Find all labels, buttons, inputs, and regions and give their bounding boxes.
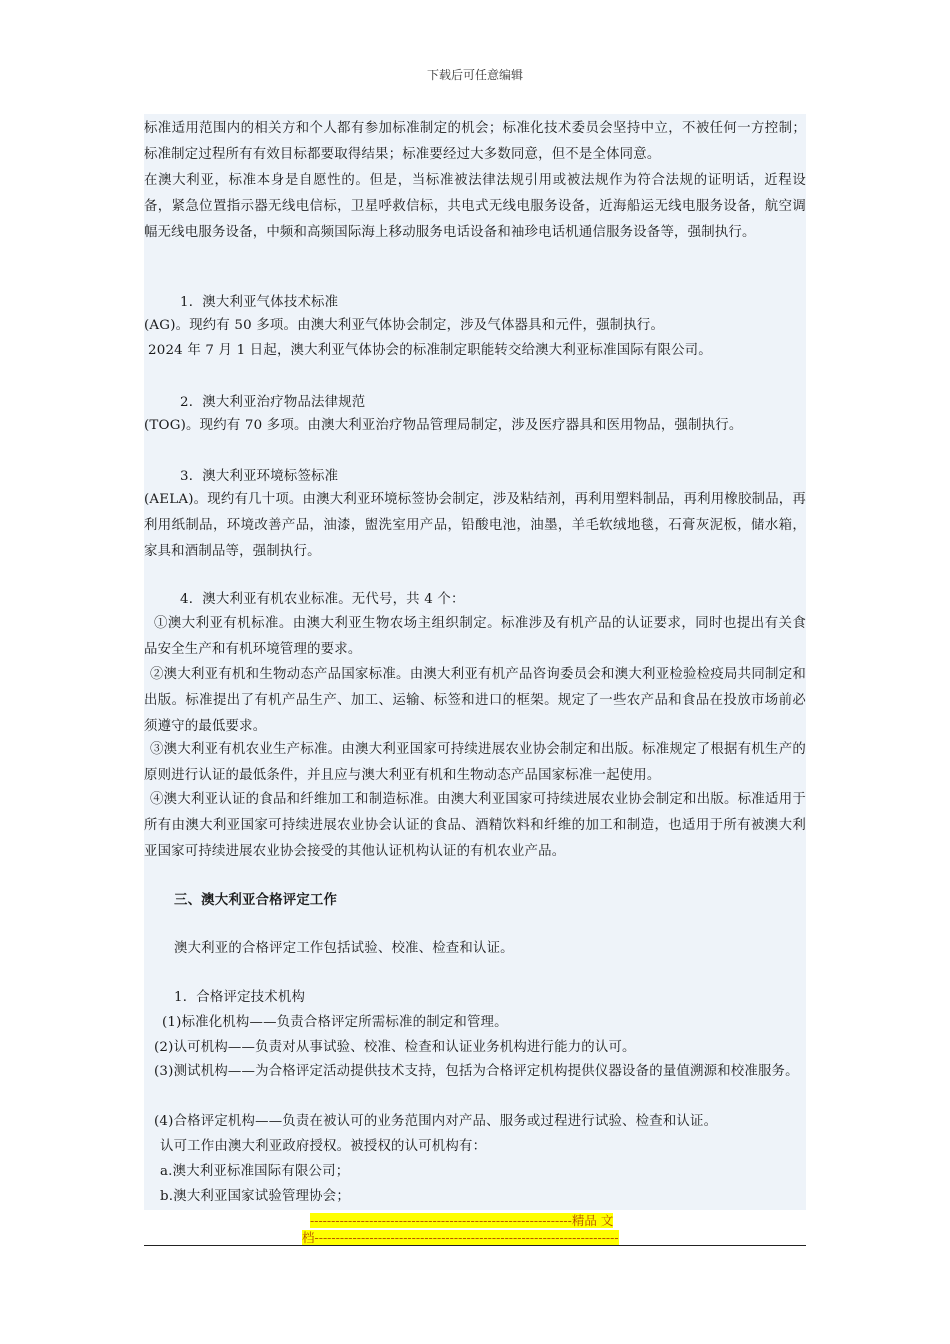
footer-watermark-line-2: 档------------------------------------------------------------------------ xyxy=(302,1230,619,1245)
footer-divider xyxy=(144,1245,806,1246)
section-4-title: 4．澳大利亚有机农业标准。无代号，共 4 个： xyxy=(180,592,465,607)
paragraph-standards-participation: 标准适用范围内的相关方和个人都有参加标准制定的机会；标准化技术委员会坚持中立，不被任何一方控制；标准制定过程所有有效目标都要取得结果；标准要经过大多数同意，但不是全体同意。 xyxy=(144,121,806,162)
conformity-item-3: (3)测试机构——为合格评定活动提供技术支持，包括为合格评定机构提供仪器设备的量值溯源和校准服务。 xyxy=(154,1064,799,1079)
conformity-item-4: (4)合格评定机构——负责在被认可的业务范围内对产品、服务或过程进行试验、检查和认证。 xyxy=(154,1114,718,1129)
conformity-item-2: (2)认可机构——负责对从事试验、校准、检查和认证业务机构进行能力的认可。 xyxy=(154,1040,636,1055)
section-heading-conformity: 三、澳大利亚合格评定工作 xyxy=(174,892,338,908)
section-3-body: (AELA)。现约有几十项。由澳大利亚环境标签协会制定，涉及粘结剂，再利用塑料制品，再利用橡胶制品，再利用纸制品，环境改善产品，油漆，盥洗室用产品，铅酸电池，油墨，羊毛软绒地毯，石膏灰泥板，储水箱，家具和酒制品等，强制执行。 xyxy=(144,492,806,559)
section-2-title: 2．澳大利亚治疗物品法律规范 xyxy=(180,395,366,410)
document-body xyxy=(144,114,806,1210)
section-4-item-2: ②澳大利亚有机和生物动态产品国家标准。由澳大利亚有机产品咨询委员会和澳大利亚检验检疫局共同制定和出版。标准提出了有机产品生产、加工、运输、标签和进口的框架。规定了一些农产品和食品在投放市场前必须遵守的最低要求。 xyxy=(144,667,806,734)
accreditation-note: 认可工作由澳大利亚政府授权。被授权的认可机构有： xyxy=(160,1139,487,1154)
section-4-item-1: ①澳大利亚有机标准。由澳大利亚生物农场主组织制定。标准涉及有机产品的认证要求，同时也提出有关食品安全生产和有机环境管理的要求。 xyxy=(144,616,806,657)
footer-watermark-line-1: --------------------------------------------------------------精品 文 xyxy=(310,1213,614,1228)
section-4-item-3: ③澳大利亚有机农业生产标准。由澳大利亚国家可持续进展农业协会制定和出版。标准规定了根据有机生产的原则进行认证的最低条件，并且应与澳大利亚有机和生物动态产品国家标准一起使用。 xyxy=(144,742,806,783)
paragraph-voluntary-standards: 在澳大利亚，标准本身是自愿性的。但是，当标准被法律法规引用或被法规作为符合法规的证明话，近程设备，紧急位置指示器无线电信标，卫星呼救信标，共电式无线电服务设备，近海船运无线电服务设备，航空调幅无线电服务设备，中频和高频国际海上移动服务电话设备和袖珍电话机通信服务设备等，强制执行。 xyxy=(144,173,806,240)
section-1-note: 2024 年 7 月 1 日起，澳大利亚气体协会的标准制定职能转交给澳大利亚标准国际有限公司。 xyxy=(148,343,712,358)
page-header: 下载后可任意编辑 xyxy=(426,68,523,82)
conformity-intro: 澳大利亚的合格评定工作包括试验、校准、检查和认证。 xyxy=(174,941,514,956)
section-1-title: 1．澳大利亚气体技术标准 xyxy=(180,295,339,310)
section-4-item-4: ④澳大利亚认证的食品和纤维加工和制造标准。由澳大利亚国家可持续进展农业协会制定和出版。标准适用于所有由澳大利亚国家可持续进展农业协会认证的食品、酒精饮料和纤维的加工和制造，也适用于所有被澳大利亚国家可持续进展农业协会接受的其他认证机构认证的有机农业产品。 xyxy=(144,792,806,859)
conformity-subsection-title: 1．合格评定技术机构 xyxy=(174,990,306,1005)
section-2-body: (TOG)。现约有 70 多项。由澳大利亚治疗物品管理局制定，涉及医疗器具和医用物品，强制执行。 xyxy=(144,418,743,433)
accreditation-body-a: a.澳大利亚标准国际有限公司； xyxy=(160,1164,350,1179)
section-3-title: 3．澳大利亚环境标签标准 xyxy=(180,469,339,484)
accreditation-body-b: b.澳大利亚国家试验管理协会； xyxy=(160,1189,350,1204)
section-1-body: (AG)。现约有 50 多项。由澳大利亚气体协会制定，涉及气体器具和元件，强制执行。 xyxy=(144,318,665,333)
footer-watermark xyxy=(302,1212,642,1246)
conformity-item-1: (1)标准化机构——负责合格评定所需标准的制定和管理。 xyxy=(162,1015,508,1030)
